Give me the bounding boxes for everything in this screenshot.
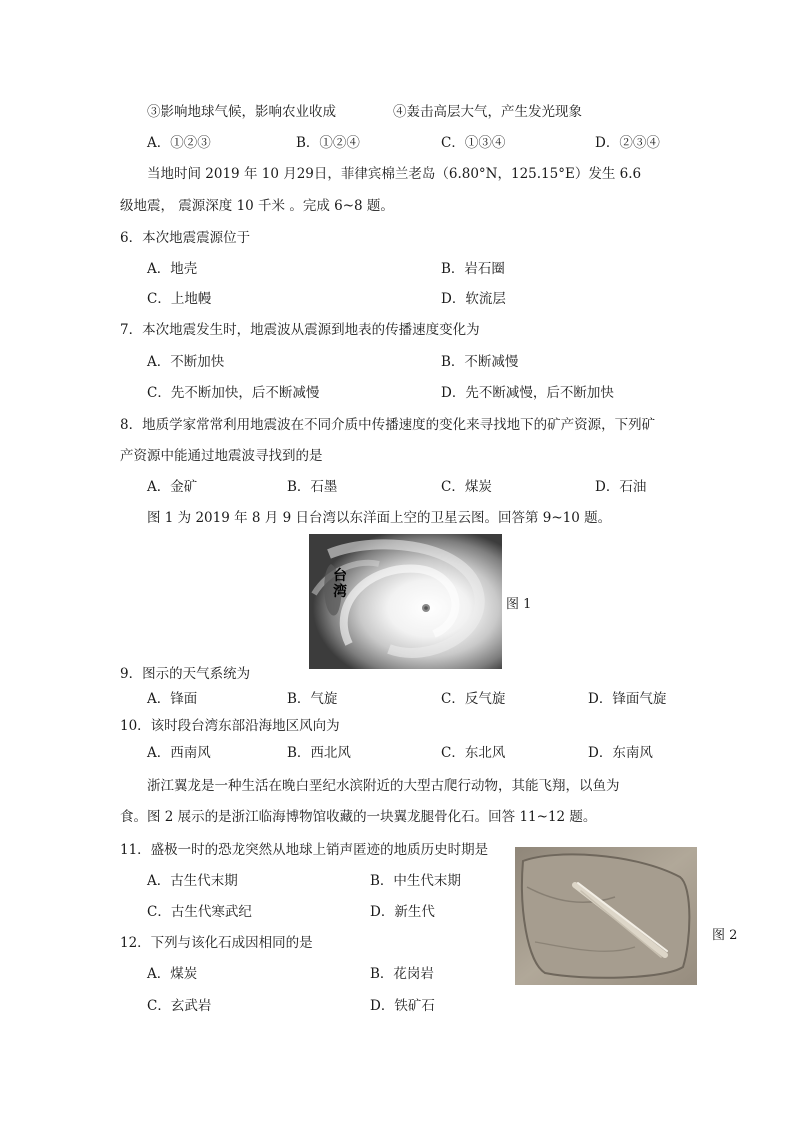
passage-3-line-2: 食。图 2 展示的是浙江临海博物馆收藏的一块翼龙腿骨化石。回答 11~12 题。 <box>120 809 597 825</box>
passage-1-line-2: 级地震， 震源深度 10 千米 。完成 6~8 题。 <box>120 198 394 214</box>
prev-choice-b: B．①②④ <box>296 135 360 151</box>
q9-option-d: D．锋面气旋 <box>588 691 667 707</box>
question-8-line-2: 产资源中能通过地震波寻找到的是 <box>120 448 323 464</box>
q9-option-b: B．气旋 <box>287 691 338 707</box>
prev-choice-a: A．①②③ <box>147 135 211 151</box>
q10-option-c: C．东北风 <box>441 745 506 761</box>
q10-option-b: B．西北风 <box>287 745 351 761</box>
q12-option-c: C．玄武岩 <box>147 998 212 1014</box>
q11-option-c: C．古生代寒武纪 <box>147 904 252 920</box>
q6-option-d: D．软流层 <box>441 291 506 307</box>
q11-option-a: A．古生代末期 <box>147 873 238 889</box>
question-10: 10．该时段台湾东部沿海地区风向为 <box>120 718 340 734</box>
q8-option-c: C．煤炭 <box>441 479 492 495</box>
q7-option-a: A．不断加快 <box>147 354 225 370</box>
q12-option-d: D．铁矿石 <box>370 998 435 1014</box>
q7-option-c: C．先不断加快，后不断减慢 <box>147 385 320 401</box>
passage-2: 图 1 为 2019 年 8 月 9 日台湾以东洋面上空的卫星云图。回答第 9~10 题。 <box>147 510 612 526</box>
q9-option-a: A．锋面 <box>147 691 198 707</box>
passage-3-line-1: 浙江翼龙是一种生活在晚白垩纪水滨附近的大型古爬行动物，其能飞翔，以鱼为 <box>147 778 620 794</box>
q8-option-b: B．石墨 <box>287 479 338 495</box>
prev-choice-c: C．①③④ <box>441 135 506 151</box>
q7-option-d: D．先不断减慢，后不断加快 <box>441 385 614 401</box>
map-label-taiwan: 台湾 <box>333 568 347 600</box>
prev-option-3: ③影响地球气候，影响农业收成 <box>147 104 336 120</box>
q11-option-b: B．中生代末期 <box>370 873 461 889</box>
question-7: 7．本次地震发生时，地震波从震源到地表的传播速度变化为 <box>120 322 480 338</box>
q12-option-a: A．煤炭 <box>147 966 198 982</box>
satellite-cloud-image <box>309 534 502 669</box>
prev-choice-d: D．②③④ <box>595 135 660 151</box>
figure-2-label: 图 2 <box>712 928 738 943</box>
q6-option-b: B．岩石圈 <box>441 261 505 277</box>
q6-option-c: C．上地幔 <box>147 291 212 307</box>
question-11: 11．盛极一时的恐龙突然从地球上销声匿迹的地质历史时期是 <box>120 842 489 858</box>
pterosaur-fossil-photo <box>515 847 697 985</box>
q6-option-a: A．地壳 <box>147 261 198 277</box>
q7-option-b: B．不断减慢 <box>441 354 519 370</box>
q10-option-d: D．东南风 <box>588 745 653 761</box>
question-9: 9．图示的天气系统为 <box>120 666 251 682</box>
prev-option-4: ④轰击高层大气，产生发光现象 <box>393 104 582 120</box>
q9-option-c: C．反气旋 <box>441 691 506 707</box>
q10-option-a: A．西南风 <box>147 745 211 761</box>
q12-option-b: B．花岗岩 <box>370 966 434 982</box>
question-12: 12．下列与该化石成因相同的是 <box>120 935 313 951</box>
question-6: 6．本次地震震源位于 <box>120 230 251 246</box>
q11-option-d: D．新生代 <box>370 904 435 920</box>
figure-1-label: 图 1 <box>506 597 532 612</box>
passage-1-line-1: 当地时间 2019 年 10 月29日，菲律宾棉兰老岛（6.80°N，125.15°E）发生 6.6 <box>147 166 642 182</box>
q8-option-a: A．金矿 <box>147 479 198 495</box>
q8-option-d: D．石油 <box>595 479 647 495</box>
question-8-line-1: 8．地质学家常常利用地震波在不同介质中传播速度的变化来寻找地下的矿产资源，下列矿 <box>120 417 656 433</box>
